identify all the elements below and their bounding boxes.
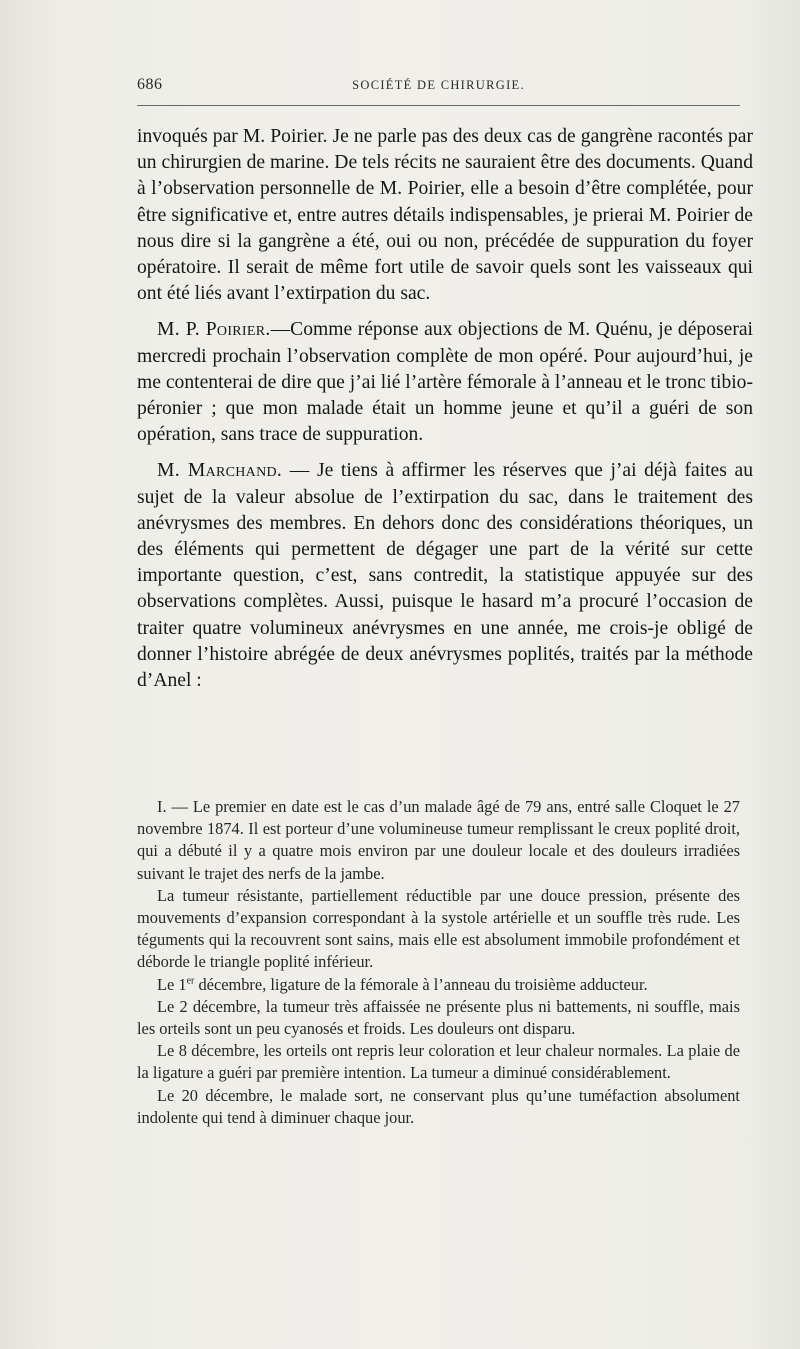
marchand-text: — Je tiens à affirmer les réserves que j’ai déjà faites au sujet de la valeur absolue de l’extirpation du sac, dans le traitement des anévrysmes des membres. En dehors donc des considérations théoriques, un des éléments qui permettent de dégager une part de la vérité sur cette importante question, c’est, sans contredit, la statistique appuyée sur des observations complètes. Aussi, puisque le hasard m’a procuré l’occasion de traiter quatre volumineux anévrysmes en une année, me crois-je obligé de donner l’histoire abrégée de deux anévrysmes poplités, traités par la méthode d’Anel : (137, 460, 753, 692)
paragraph-marchand (137, 458, 753, 694)
main-text (137, 124, 753, 694)
ligature-text: décembre, ligature de la fémorale à l’anneau du troisième adducteur. (194, 974, 648, 994)
poirier-reply-text: —Comme réponse aux objections de M. Quénu, je déposerai mercredi prochain l’observation complète de mon opéré. Pour aujourd’hui, je me contenterai de dire que j’ai lié l’artère fémorale à l’anneau et le tronc tibio-péronier ; que mon malade était un homme jeune et qu’il a guéri de son opération, sans trace de suppuration. (137, 319, 753, 446)
case-note-dec-8: Le 8 décembre, les orteils ont repris leur coloration et leur chaleur normales. La plaie de la ligature a guéri par première intention. La tumeur a diminué considérablement. (137, 1041, 740, 1083)
paragraph-poirier-reply (137, 317, 753, 448)
case-note-tumor: La tumeur résistante, partiellement réductible par une douce pression, présente des mouvements d’expansion correspondant à la systole artérielle et un souffle très rude. Les téguments qui la recouvrent sont sains, mais elle est absolument immobile profondément et déborde le triangle poplité inférieur. (137, 885, 740, 972)
case-note-dec-2: Le 2 décembre, la tumeur très affaissée ne présente plus ni battements, ni souffle, mais les orteils sont un peu cyanosés et froids. Les douleurs ont disparu. (137, 996, 740, 1039)
case-note-ligature (137, 974, 740, 996)
ordinal-sup: er (186, 975, 195, 987)
page-header (137, 76, 740, 98)
header-rule (137, 105, 740, 106)
running-title: SOCIÉTÉ DE CHIRURGIE. (352, 78, 525, 92)
speaker-poirier: M. P. Poirier. (157, 319, 271, 341)
page-number: 686 (137, 76, 163, 93)
speaker-marchand: M. Marchand. (157, 460, 283, 482)
date-day: Le 1 (157, 974, 187, 994)
case-note-dec-20: Le 20 décembre, le malade sort, ne conservant plus qu’une tuméfaction absolument indolente qui tend à diminuer chaque jour. (137, 1085, 740, 1127)
case-report (137, 796, 740, 1129)
paragraph-quenu-continuation: invoqués par M. Poirier. Je ne parle pas des deux cas de gangrène racontés par un chirurgien de marine. De tels récits ne sauraient être des documents. Quand à l’observation personnelle de M. Poirier, elle a besoin d’être complétée, pour être significative et, entre autres détails indispensables, je prierai M. Poirier de nous dire si la gangrène a été, oui ou non, précédée de suppuration du foyer opératoire. Il serait de même fort utile de savoir quels sont les vaisseaux qui ont été liés avant l’extirpation du sac. (137, 126, 753, 305)
case-note-intro: I. — Le premier en date est le cas d’un malade âgé de 79 ans, entré salle Cloquet le 27 novembre 1874. Il est porteur d’une volumineuse tumeur remplissant le creux poplité droit, qui a débuté il y a quatre mois environ par une douleur locale et des douleurs irradiées suivant le trajet des nerfs de la jambe. (137, 797, 740, 883)
